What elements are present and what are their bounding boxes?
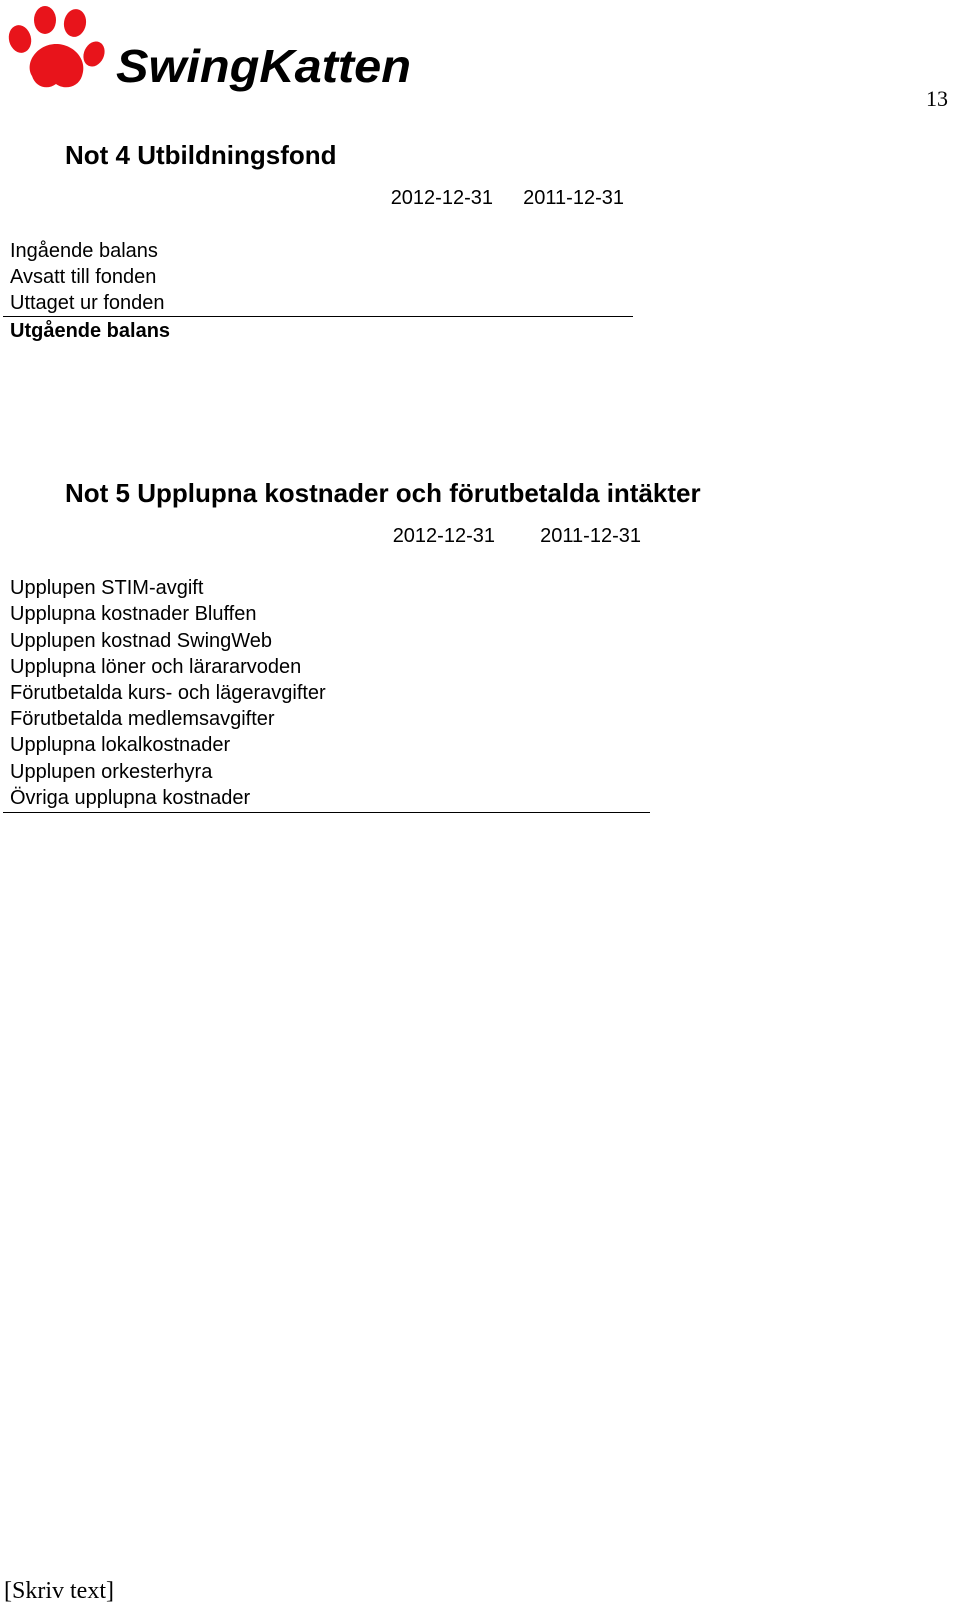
note4-col-2012: 2012-12-31 [390, 187, 493, 209]
row-label: Utgående balans [10, 320, 171, 342]
row-label: Avsatt till fonden [10, 266, 157, 288]
row-label: Upplupen orkesterhyra [10, 761, 213, 783]
footer-placeholder[interactable]: [Skriv text] [4, 1578, 114, 1604]
note4-divider [3, 316, 633, 317]
note5-col-2011: 2011-12-31 [540, 525, 641, 547]
swingkatten-logo [4, 4, 434, 94]
page-number: 13 [926, 86, 948, 111]
row-label: Uttaget ur fonden [10, 292, 165, 314]
row-label: Upplupen kostnad SwingWeb [10, 630, 273, 652]
row-label: Ingående balans [10, 240, 158, 262]
paw-icon [4, 4, 434, 94]
note5-col-2012: 2012-12-31 [392, 525, 495, 547]
note5-title: Not 5 Upplupna kostnader och förutbetalda intäkter [65, 478, 701, 508]
logo-wordmark: SwingKatten [116, 40, 412, 92]
row-label: Förutbetalda medlemsavgifter [10, 708, 275, 730]
row-label: Upplupna löner och lärararvoden [10, 656, 302, 678]
note4-title: Not 4 Utbildningsfond [65, 140, 337, 170]
note5-divider [3, 812, 650, 813]
row-label: Upplupna kostnader Bluffen [10, 603, 257, 625]
note4-col-2011: 2011-12-31 [523, 187, 624, 209]
row-label: Förutbetalda kurs- och lägeravgifter [10, 682, 326, 704]
row-label: Övriga upplupna kostnader [10, 787, 251, 809]
row-label: Upplupna lokalkostnader [10, 734, 231, 756]
row-label: Upplupen STIM-avgift [10, 577, 204, 599]
